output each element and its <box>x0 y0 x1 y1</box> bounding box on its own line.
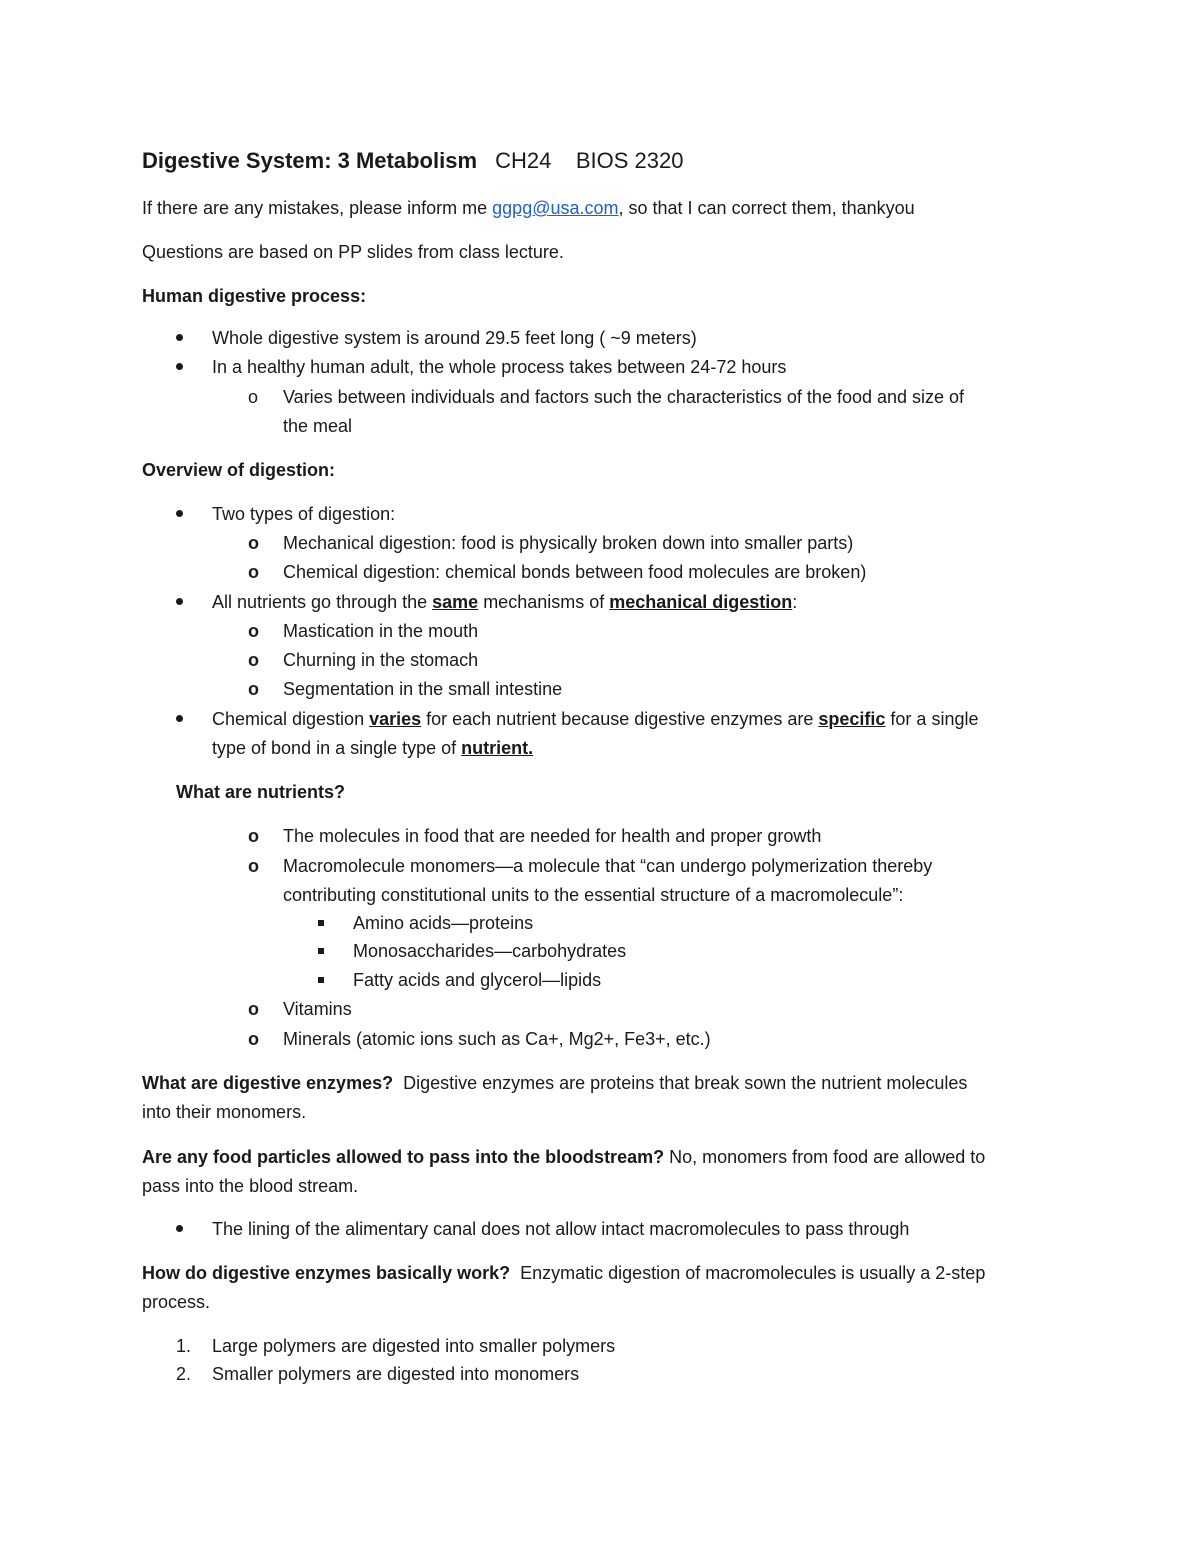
emphasis-specific: specific <box>818 709 886 729</box>
text: : <box>792 592 798 612</box>
sub-bullet-marker: o <box>248 533 259 553</box>
particles-paragraph <box>142 1145 985 1169</box>
emphasis-same: same <box>432 592 479 612</box>
sub-list-item-continued: the meal <box>283 416 353 436</box>
work-paragraph-continued: process. <box>142 1292 211 1312</box>
emphasis-nutrient: nutrient. <box>461 738 534 758</box>
sub-list-item: Minerals (atomic ions such as Ca+, Mg2+, Fe3+, etc.) <box>283 1029 711 1049</box>
list-number: 2. <box>176 1364 192 1384</box>
text: Chemical digestion <box>212 709 370 729</box>
sub-bullet-marker: o <box>248 650 259 670</box>
numbered-list-item: Large polymers are digested into smaller polymers <box>212 1336 616 1356</box>
answer-text: Digestive enzymes are proteins that break sown the nutrient molecules <box>393 1073 968 1093</box>
sub-list-item: The molecules in food that are needed for health and proper growth <box>283 826 822 846</box>
bullet-icon <box>176 1225 183 1232</box>
emphasis-varies: varies <box>369 709 422 729</box>
intro-line <box>142 196 915 220</box>
list-item-continued <box>212 736 533 760</box>
answer-text: Enzymatic digestion of macromolecules is usually a 2-step <box>510 1263 986 1283</box>
sub-list-item-continued: contributing constitutional units to the essential structure of a macromolecule”: <box>283 885 904 905</box>
square-bullet-icon <box>318 977 324 983</box>
bullet-icon <box>176 510 183 517</box>
list-item: Two types of digestion: <box>212 504 396 524</box>
section-heading-human-process: Human digestive process: <box>142 286 367 306</box>
sub-list-item: Chemical digestion: chemical bonds between food molecules are broken) <box>283 562 867 582</box>
text: type of bond in a single type of <box>212 738 462 758</box>
enzymes-paragraph <box>142 1071 967 1095</box>
sub-list-item: Macromolecule monomers—a molecule that “can undergo polymerization thereby <box>283 856 933 876</box>
particles-paragraph-continued: pass into the blood stream. <box>142 1176 359 1196</box>
sub-list-item: Varies between individuals and factors such the characteristics of the food and size of <box>283 387 965 407</box>
list-item <box>212 590 797 614</box>
sub-bullet-marker: o <box>248 826 259 846</box>
text: mechanisms of <box>478 592 610 612</box>
title-course: CH24 BIOS 2320 <box>495 148 684 173</box>
bullet-icon <box>176 334 183 341</box>
sub-list-item: Mastication in the mouth <box>283 621 479 641</box>
bullet-icon <box>176 598 183 605</box>
question-particles: Are any food particles allowed to pass into the bloodstream? <box>142 1147 665 1167</box>
square-bullet-icon <box>318 920 324 926</box>
sub-bullet-marker: o <box>248 1029 259 1049</box>
sub-list-item: Churning in the stomach <box>283 650 479 670</box>
sub-bullet-marker: o <box>248 621 259 641</box>
list-item: In a healthy human adult, the whole process takes between 24-72 hours <box>212 357 787 377</box>
tertiary-list-item: Amino acids—proteins <box>353 913 534 933</box>
work-paragraph <box>142 1261 985 1285</box>
answer-text: No, monomers from food are allowed to <box>664 1147 986 1167</box>
sub-list-item: Mechanical digestion: food is physically broken down into smaller parts) <box>283 533 854 553</box>
tertiary-list-item: Monosaccharides—carbohydrates <box>353 941 627 961</box>
emphasis-mechanical-digestion: mechanical digestion <box>609 592 793 612</box>
sub-list-item: Vitamins <box>283 999 352 1019</box>
text: for a single <box>885 709 979 729</box>
text: All nutrients go through the <box>212 592 433 612</box>
bullet-icon <box>176 363 183 370</box>
section-heading-overview: Overview of digestion: <box>142 460 336 480</box>
intro-text-post: , so that I can correct them, thankyou <box>618 198 915 218</box>
text: for each nutrient because digestive enzymes are <box>421 709 819 729</box>
bullet-icon <box>176 715 183 722</box>
question-enzymes: What are digestive enzymes? <box>142 1073 394 1093</box>
numbered-list-item: Smaller polymers are digested into monomers <box>212 1364 580 1384</box>
sub-bullet-marker: o <box>248 679 259 699</box>
sub-list-item: Segmentation in the small intestine <box>283 679 563 699</box>
square-bullet-icon <box>318 948 324 954</box>
section-heading-nutrients: What are nutrients? <box>176 782 346 802</box>
sub-bullet-marker: o <box>248 856 259 876</box>
tertiary-list-item: Fatty acids and glycerol—lipids <box>353 970 602 990</box>
title-main: Digestive System: 3 Metabolism <box>142 148 478 173</box>
question-work: How do digestive enzymes basically work? <box>142 1263 511 1283</box>
questions-note: Questions are based on PP slides from class lecture. <box>142 242 564 262</box>
sub-bullet-marker: o <box>248 562 259 582</box>
email-link[interactable]: ggpg@usa.com <box>492 198 619 218</box>
intro-text-pre: If there are any mistakes, please inform me <box>142 198 493 218</box>
list-number: 1. <box>176 1336 192 1356</box>
page-title <box>142 146 683 176</box>
list-item: The lining of the alimentary canal does not allow intact macromolecules to pass through <box>212 1219 910 1239</box>
sub-bullet-marker: o <box>248 999 259 1019</box>
sub-bullet-marker: o <box>248 387 259 407</box>
list-item <box>212 707 978 731</box>
list-item: Whole digestive system is around 29.5 feet long ( ~9 meters) <box>212 328 697 348</box>
enzymes-paragraph-continued: into their monomers. <box>142 1102 307 1122</box>
